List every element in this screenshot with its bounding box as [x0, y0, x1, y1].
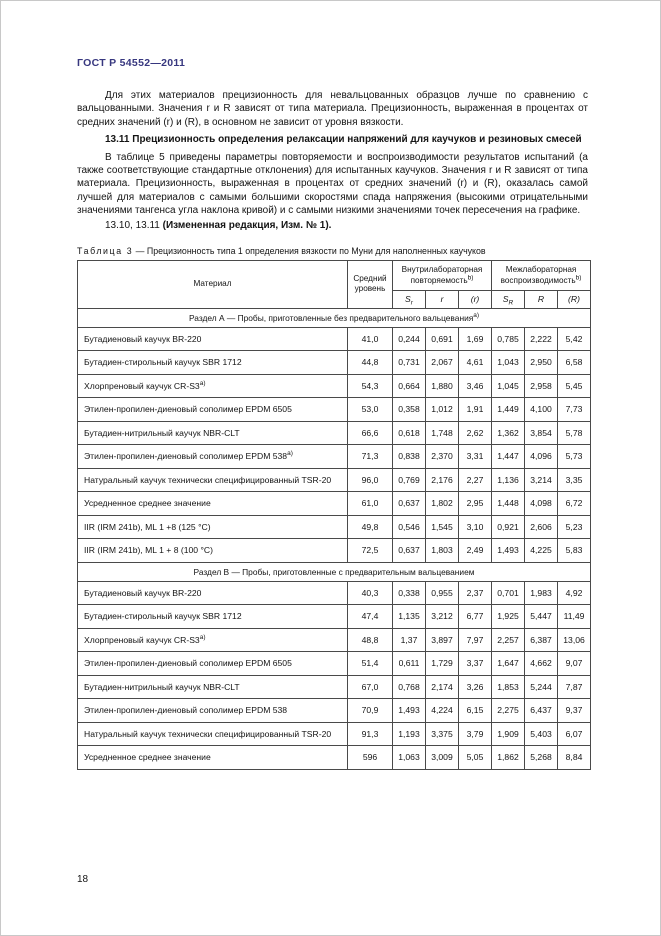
table-caption-label: Таблица 3 [77, 246, 134, 257]
value-cell: 5,447 [525, 605, 558, 629]
value-cell: 596 [348, 746, 393, 770]
value-cell: 6,72 [558, 492, 591, 516]
material-cell: Этилен-пропилен-диеновый сополимер EPDM 6505 [78, 398, 348, 422]
value-cell: 4,224 [426, 699, 459, 723]
value-cell: 5,73 [558, 445, 591, 469]
paragraph-2: В таблице 5 приведены параметры повторяемости и воспроизводимости результатов испытаний (а также соответствующие стандартные отклонения) для испытанных каучуков. Значения r и R зависят от типа материала. Прецизионность, выраженная в процентах от средних значений (r) и (R), оказалась самой лучшей для материалов с самыми большими скоростями спада напряжения (высокими отрицательными значениями тангенса угла наклона кривой) и с самыми низкими значениями точек пересечения на графике. [77, 151, 588, 217]
value-cell: 66,6 [348, 421, 393, 445]
value-cell: 0,769 [393, 468, 426, 492]
value-cell: 2,49 [459, 539, 492, 563]
value-cell: 1,91 [459, 398, 492, 422]
material-cell: Натуральный каучук технически специфицированный TSR-20 [78, 468, 348, 492]
col-header-intralab-repeatability [393, 261, 492, 291]
value-cell: 4,098 [525, 492, 558, 516]
value-cell: 2,958 [525, 374, 558, 398]
value-cell: 1,012 [426, 398, 459, 422]
value-cell: 5,403 [525, 722, 558, 746]
table-row [78, 722, 591, 746]
material-cell: Бутадиен-стирольный каучук SBR 1712 [78, 351, 348, 375]
table-row [78, 539, 591, 563]
table-section-row: Раздел В — Пробы, приготовленные с предварительным вальцеванием [78, 562, 591, 581]
value-cell: 1,37 [393, 628, 426, 652]
value-cell: 54,3 [348, 374, 393, 398]
value-cell: 3,79 [459, 722, 492, 746]
value-cell: 6,58 [558, 351, 591, 375]
value-cell: 3,26 [459, 675, 492, 699]
col-header-material: Материал [78, 261, 348, 309]
value-cell: 0,731 [393, 351, 426, 375]
value-cell: 1,909 [492, 722, 525, 746]
value-cell: 53,0 [348, 398, 393, 422]
table-row [78, 398, 591, 422]
value-cell: 1,983 [525, 581, 558, 605]
value-cell: 0,611 [393, 652, 426, 676]
value-cell: 3,35 [558, 468, 591, 492]
value-cell: 6,437 [525, 699, 558, 723]
intralab-label: Внутрилабораторная повторяемость [401, 265, 483, 285]
value-cell: 2,067 [426, 351, 459, 375]
value-cell: 4,61 [459, 351, 492, 375]
interlab-footnote-mark: b) [575, 273, 582, 281]
col-header-symbol: $S_r$ [393, 291, 426, 309]
table-row [78, 374, 591, 398]
table-row [78, 652, 591, 676]
value-cell: 2,950 [525, 351, 558, 375]
value-cell: 1,045 [492, 374, 525, 398]
value-cell: 1,447 [492, 445, 525, 469]
value-cell: 1,748 [426, 421, 459, 445]
value-cell: 51,4 [348, 652, 393, 676]
value-cell: 2,37 [459, 581, 492, 605]
value-cell: 5,78 [558, 421, 591, 445]
doc-header: ГОСТ Р 54552—2011 [77, 57, 186, 69]
value-cell: 1,362 [492, 421, 525, 445]
value-cell: 3,10 [459, 515, 492, 539]
table-row [78, 746, 591, 770]
material-cell: Усредненное среднее значение [78, 746, 348, 770]
value-cell: 5,42 [558, 327, 591, 351]
value-cell: 1,925 [492, 605, 525, 629]
amendment-bold-text: (Измененная редакция, Изм. № 1). [162, 219, 332, 231]
value-cell: 2,27 [459, 468, 492, 492]
col-header-interlab-reproducibility [492, 261, 591, 291]
material-cell: Бутадиен-нитрильный каучук NBR-CLT [78, 675, 348, 699]
value-cell: 1,729 [426, 652, 459, 676]
col-header-symbol: (r) [459, 291, 492, 309]
value-cell: 96,0 [348, 468, 393, 492]
table-row [78, 468, 591, 492]
value-cell: 0,838 [393, 445, 426, 469]
section-heading-13-11: 13.11 Прецизионность определения релаксации напряжений для каучуков и резиновых смесей [105, 134, 582, 146]
value-cell: 91,3 [348, 722, 393, 746]
table-group-header-row [78, 261, 591, 291]
material-cell: Этилен-пропилен-диеновый сополимер EPDM 538 [78, 699, 348, 723]
value-cell: 2,95 [459, 492, 492, 516]
value-cell: 1,853 [492, 675, 525, 699]
value-cell: 5,268 [525, 746, 558, 770]
value-cell: 2,62 [459, 421, 492, 445]
value-cell: 1,193 [393, 722, 426, 746]
value-cell: 5,244 [525, 675, 558, 699]
value-cell: 3,214 [525, 468, 558, 492]
value-cell: 2,275 [492, 699, 525, 723]
value-cell: 8,84 [558, 746, 591, 770]
value-cell: 1,545 [426, 515, 459, 539]
table-caption [77, 246, 588, 256]
table-row [78, 445, 591, 469]
table-row [78, 605, 591, 629]
value-cell: 1,493 [393, 699, 426, 723]
value-cell: 0,768 [393, 675, 426, 699]
table-row [78, 515, 591, 539]
value-cell: 6,15 [459, 699, 492, 723]
value-cell: 47,4 [348, 605, 393, 629]
col-header-average-level: Средний уровень [348, 261, 393, 309]
value-cell: 7,73 [558, 398, 591, 422]
value-cell: 41,0 [348, 327, 393, 351]
material-cell: Бутадиеновый каучук BR-220 [78, 581, 348, 605]
table-header [78, 261, 591, 309]
table-row [78, 581, 591, 605]
value-cell: 5,23 [558, 515, 591, 539]
amendment-note [77, 219, 588, 232]
value-cell: 9,37 [558, 699, 591, 723]
value-cell: 11,49 [558, 605, 591, 629]
interlab-label: Межлабораторная воспроизводимость [500, 265, 577, 285]
value-cell: 1,449 [492, 398, 525, 422]
amendment-prefix: 13.10, 13.11 [105, 219, 163, 231]
value-cell: 1,803 [426, 539, 459, 563]
col-header-symbol: $S_R$ [492, 291, 525, 309]
table-row [78, 421, 591, 445]
value-cell: 0,955 [426, 581, 459, 605]
value-cell: 0,691 [426, 327, 459, 351]
value-cell: 0,637 [393, 539, 426, 563]
value-cell: 1,063 [393, 746, 426, 770]
value-cell: 6,387 [525, 628, 558, 652]
value-cell: 1,493 [492, 539, 525, 563]
value-cell: 1,802 [426, 492, 459, 516]
table-row [78, 628, 591, 652]
value-cell: 0,618 [393, 421, 426, 445]
value-cell: 3,375 [426, 722, 459, 746]
paragraph-1: Для этих материалов прецизионность для невальцованных образцов лучше по сравнению с вальцованными. Значения r и R зависят от типа материала. Прецизионность, выраженная в процентах от средних значений (r) и (R), в основном не зависит от уровня вязкости. [77, 90, 588, 128]
material-cell: Этилен-пропилен-диеновый сополимер EPDM 6505 [78, 652, 348, 676]
value-cell: 0,358 [393, 398, 426, 422]
page-number: 18 [77, 874, 89, 885]
value-cell: 2,176 [426, 468, 459, 492]
table-section-row: Раздел А — Пробы, приготовленные без предварительного вальцевания$^{a)}$ [78, 308, 591, 327]
material-cell: Натуральный каучук технически специфицированный TSR-20 [78, 722, 348, 746]
value-cell: 1,136 [492, 468, 525, 492]
value-cell: 2,257 [492, 628, 525, 652]
table-caption-text: — Прецизионность типа 1 определения вязкости по Муни для наполненных каучуков [133, 246, 486, 257]
value-cell: 4,662 [525, 652, 558, 676]
material-cell: Бутадиеновый каучук BR-220 [78, 327, 348, 351]
value-cell: 1,043 [492, 351, 525, 375]
table-row [78, 492, 591, 516]
material-cell: IIR (IRM 241b), ML 1 + 8 (100 °C) [78, 539, 348, 563]
value-cell: 3,897 [426, 628, 459, 652]
value-cell: 2,222 [525, 327, 558, 351]
value-cell: 2,174 [426, 675, 459, 699]
value-cell: 0,244 [393, 327, 426, 351]
material-cell: Хлорпреновый каучук CR-S3$^{a)}$ [78, 374, 348, 398]
value-cell: 0,338 [393, 581, 426, 605]
value-cell: 40,3 [348, 581, 393, 605]
material-cell: Этилен-пропилен-диеновый сополимер EPDM 538$^{a)}$ [78, 445, 348, 469]
value-cell: 71,3 [348, 445, 393, 469]
value-cell: 72,5 [348, 539, 393, 563]
col-header-symbol: R [525, 291, 558, 309]
value-cell: 6,77 [459, 605, 492, 629]
value-cell: 4,100 [525, 398, 558, 422]
value-cell: 3,31 [459, 445, 492, 469]
value-cell: 3,212 [426, 605, 459, 629]
material-cell: Бутадиен-нитрильный каучук NBR-CLT [78, 421, 348, 445]
value-cell: 9,07 [558, 652, 591, 676]
value-cell: 44,8 [348, 351, 393, 375]
value-cell: 70,9 [348, 699, 393, 723]
table-row [78, 675, 591, 699]
table-row [78, 699, 591, 723]
value-cell: 2,606 [525, 515, 558, 539]
value-cell: 5,05 [459, 746, 492, 770]
value-cell: 6,07 [558, 722, 591, 746]
value-cell: 1,862 [492, 746, 525, 770]
value-cell: 1,69 [459, 327, 492, 351]
table-row [78, 351, 591, 375]
value-cell: 5,83 [558, 539, 591, 563]
value-cell: 4,096 [525, 445, 558, 469]
value-cell: 67,0 [348, 675, 393, 699]
material-cell: Усредненное среднее значение [78, 492, 348, 516]
value-cell: 61,0 [348, 492, 393, 516]
value-cell: 48,8 [348, 628, 393, 652]
table-row [78, 327, 591, 351]
table-body [78, 308, 591, 769]
value-cell: 3,46 [459, 374, 492, 398]
value-cell: 1,448 [492, 492, 525, 516]
precision-table [77, 260, 591, 770]
value-cell: 7,97 [459, 628, 492, 652]
col-header-symbol: (R) [558, 291, 591, 309]
value-cell: 49,8 [348, 515, 393, 539]
value-cell: 0,546 [393, 515, 426, 539]
value-cell: 1,880 [426, 374, 459, 398]
value-cell: 0,785 [492, 327, 525, 351]
value-cell: 13,06 [558, 628, 591, 652]
value-cell: 3,009 [426, 746, 459, 770]
value-cell: 7,87 [558, 675, 591, 699]
material-cell: Бутадиен-стирольный каучук SBR 1712 [78, 605, 348, 629]
value-cell: 4,92 [558, 581, 591, 605]
value-cell: 0,701 [492, 581, 525, 605]
intralab-footnote-mark: b) [467, 273, 474, 281]
value-cell: 3,854 [525, 421, 558, 445]
value-cell: 0,921 [492, 515, 525, 539]
value-cell: 5,45 [558, 374, 591, 398]
col-header-symbol: r [426, 291, 459, 309]
value-cell: 3,37 [459, 652, 492, 676]
value-cell: 0,664 [393, 374, 426, 398]
value-cell: 4,225 [525, 539, 558, 563]
material-cell: Хлорпреновый каучук CR-S3$^{a)}$ [78, 628, 348, 652]
value-cell: 2,370 [426, 445, 459, 469]
material-cell: IIR (IRM 241b), ML 1 +8 (125 °C) [78, 515, 348, 539]
value-cell: 1,135 [393, 605, 426, 629]
value-cell: 1,647 [492, 652, 525, 676]
value-cell: 0,637 [393, 492, 426, 516]
